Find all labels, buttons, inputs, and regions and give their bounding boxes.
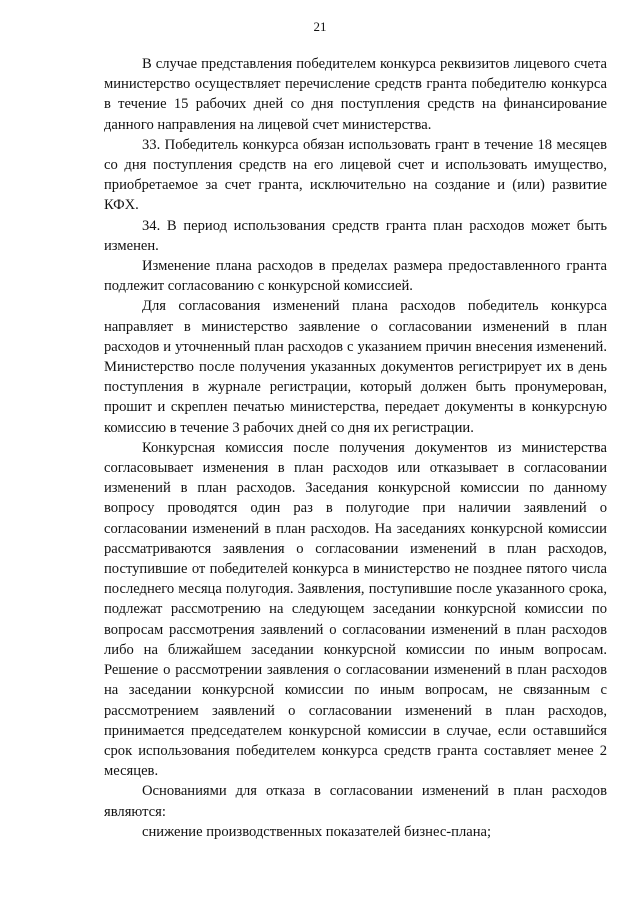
- paragraph-34-plan-change: 34. В период использования средств гранта план расходов может быть изменен.: [104, 217, 607, 254]
- paragraph-approval-procedure: Для согласования изменений плана расходов победитель конкурса направляет в министерство заявление о согласовании изменений в план расходов и уточненный план расходов с указанием причин внесения изменений. Министерство после получения указанных документов регистрирует их в день поступления в журнале регистрации, который должен быть пронумерован, прошит и скреплен печатью министерства, передает документы в конкурсную комиссию в течение 3 рабочих дней со дня их регистрации.: [104, 298, 607, 436]
- paragraph-refusal-item-1: снижение производственных показателей бизнес-плана;: [142, 823, 492, 840]
- page-number: 21: [313, 19, 327, 34]
- document-body: [104, 54, 607, 842]
- paragraph-refusal-grounds: Основаниями для отказа в согласовании изменений в план расходов являются:: [104, 783, 607, 820]
- paragraph-grant-transfer: В случае представления победителем конкурса реквизитов лицевого счета министерство осуществляет перечисление средств гранта победителю конкурса в течение 15 рабочих дней со дня поступления средств на финансирование данного направления на лицевой счет министерства.: [104, 56, 607, 133]
- paragraph-plan-approval: Изменение плана расходов в пределах размера предоставленного гранта подлежит согласованию с конкурсной комиссией.: [104, 258, 607, 295]
- paragraph-commission-review: Конкурсная комиссия после получения документов из министерства согласовывает изменения в план расходов или отказывает в согласовании изменений в план расходов. Заседания конкурсной комиссии по данному вопросу проводятся один раз в полугодие при наличии заявлений о согласовании изменений в план расходов. На заседаниях конкурсной комиссии рассматриваются заявления о согласовании изменений в план расходов, поступившие от победителей конкурса в министерство не позднее пятого числа последнего месяца полугодия. Заявления, поступившие после указанного срока, подлежат рассмотрению на следующем заседании конкурсной комиссии по вопросам рассмотрения заявлений о согласовании изменений в план расходов либо на ближайшем заседании конкурсной комиссии по иным вопросам. Решение о рассмотрении заявления о согласовании изменений в план расходов на заседании конкурсной комиссии по иным вопросам, не связанным с рассмотрением заявлений о согласовании изменений в план расходов, принимается председателем конкурсной комиссии в случае, если оставшийся срок использования победителем конкурса средств гранта составляет менее 2 месяцев.: [104, 439, 607, 780]
- paragraph-33-grant-usage: 33. Победитель конкурса обязан использовать грант в течение 18 месяцев со дня поступления средств на его лицевой счет и использовать имущество, приобретаемое за счет гранта, исключительно на создание и (или) развитие КФХ.: [104, 136, 607, 214]
